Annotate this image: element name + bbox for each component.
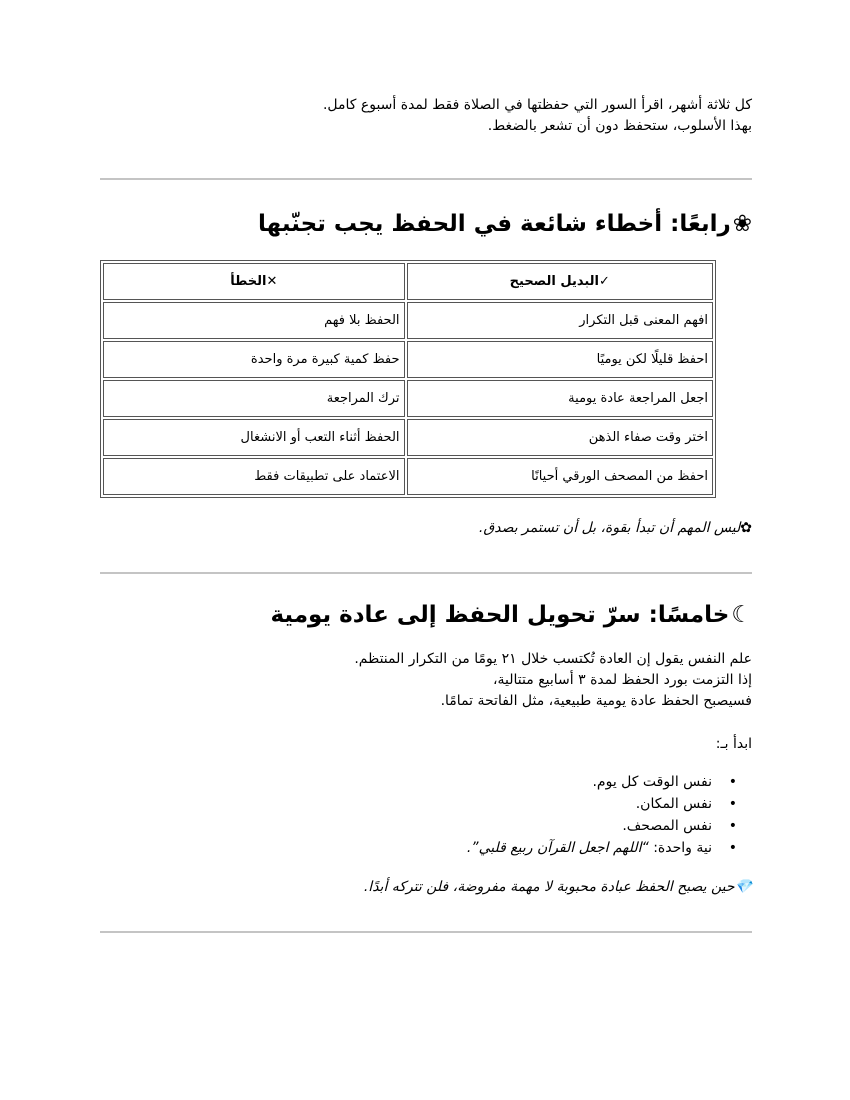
header-correct-alternative: ✓البديل الصحيح [407, 263, 713, 300]
crescent-moon-icon: ☾ [731, 602, 752, 628]
table-row [103, 341, 713, 378]
table-header-row [103, 263, 713, 300]
cell-correct: احفظ قليلًا لكن يوميًا [407, 341, 713, 378]
list-item: • نفس المصحف. [100, 815, 712, 837]
cell-wrong: ترك المراجعة [103, 380, 405, 417]
closing-note: 💎حين يصبح الحفظ عبادة محبوبة لا مهمة مفروضة، فلن تتركه أبدًا. [363, 879, 752, 895]
paragraph-line: فسيصبح الحفظ عادة يومية طبيعية، مثل الفاتحة تمامًا. [440, 693, 752, 709]
intro-line-1: كل ثلاثة أشهر، اقرأ السور التي حفظتها في الصلاة فقط لمدة أسبوع كامل. [322, 97, 752, 113]
list-item: • نفس المكان. [100, 793, 712, 815]
table-row [103, 458, 713, 495]
cell-wrong: الحفظ بلا فهم [103, 302, 405, 339]
table-row [103, 302, 713, 339]
list-item [100, 837, 712, 859]
section-4-heading [100, 208, 752, 240]
list-item: • نفس الوقت كل يوم. [100, 771, 712, 793]
cell-wrong: الاعتماد على تطبيقات فقط [103, 458, 405, 495]
section-5-title: خامسًا: سرّ تحويل الحفظ إلى عادة يومية [270, 602, 730, 628]
paragraph-line: إذا التزمت بورد الحفظ لمدة ٣ أسابيع متتالية، [493, 672, 752, 688]
cell-correct: افهم المعنى قبل التكرار [407, 302, 713, 339]
cell-wrong: حفظ كمية كبيرة مرة واحدة [103, 341, 405, 378]
cell-wrong: الحفظ أثناء التعب أو الانشغال [103, 419, 405, 456]
intention-label: نية واحدة: [648, 840, 712, 856]
cell-correct: احفظ من المصحف الورقي أحيانًا [407, 458, 713, 495]
document-body [100, 95, 752, 933]
prayer-quote: “اللهم اجعل القرآن ربيع قلبي”. [466, 840, 649, 856]
table-row [103, 380, 713, 417]
flower-icon: ❀ [732, 211, 752, 237]
divider [100, 931, 752, 933]
header-mistake: ✕الخطأ [103, 263, 405, 300]
section-5-heading [100, 599, 752, 631]
mistakes-table [100, 260, 716, 498]
table-row [103, 419, 713, 456]
paragraph-line: علم النفس يقول إن العادة تُكتسب خلال ٢١ يومًا من التكرار المنتظم. [354, 651, 752, 667]
cell-correct: اجعل المراجعة عادة يومية [407, 380, 713, 417]
cell-correct: اختر وقت صفاء الذهن [407, 419, 713, 456]
section-4-note: ✿ليس المهم أن تبدأ بقوة، بل أن تستمر بصدق. [478, 520, 752, 536]
start-with-label: ابدأ بـ: [715, 736, 752, 752]
section-4-title: رابعًا: أخطاء شائعة في الحفظ يجب تجنّبها [258, 211, 731, 237]
habit-list [100, 771, 752, 859]
intro-line-2: بهذا الأسلوب، ستحفظ دون أن تشعر بالضغط. [487, 118, 752, 134]
